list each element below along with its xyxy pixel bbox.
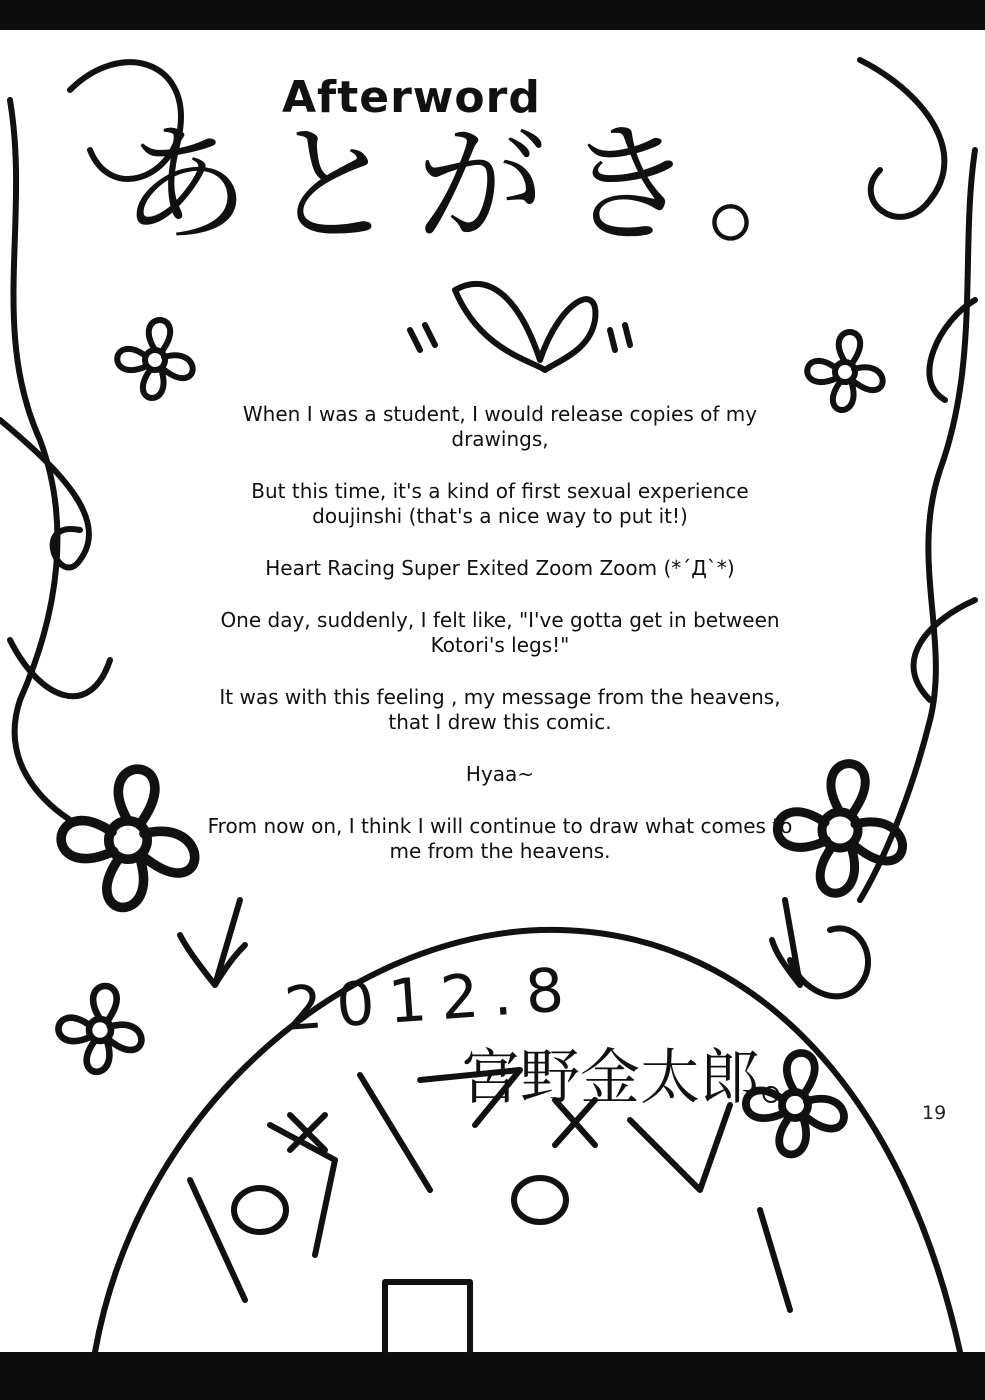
leaf-sprig — [772, 900, 800, 985]
flower-icon — [807, 332, 882, 410]
eye-circle-right — [514, 1178, 566, 1222]
eye-circle-left — [234, 1188, 286, 1232]
hair-strand — [760, 1210, 790, 1310]
paragraph: From now on, I think I will continue to draw what comes to me from the heavens. — [207, 814, 793, 863]
hair-strand — [270, 1125, 335, 1255]
hair-strand — [630, 1105, 730, 1190]
paragraph: But this time, it's a kind of first sexual experience doujinshi (that's a nice way to put it!) — [251, 479, 749, 528]
flower-icon — [61, 769, 195, 907]
flower-icon — [117, 320, 192, 398]
paragraph: Hyaa~ — [465, 762, 535, 786]
author-signature: 宮野金太郎。 — [460, 1043, 820, 1113]
title-japanese: あとがき。 — [120, 109, 855, 261]
vine-left — [10, 100, 70, 820]
vine-right-branch — [914, 600, 975, 700]
flower-icon — [58, 986, 141, 1072]
hair-strand — [360, 1075, 430, 1190]
page-number: 19 — [922, 1102, 947, 1124]
leaf-sprig — [180, 900, 245, 985]
paragraph: When I was a student, I would release copies of my drawings, — [242, 402, 758, 451]
paragraph: One day, suddenly, I felt like, "I've gotta get in between Kotori's legs!" — [220, 608, 780, 657]
afterword-text — [205, 402, 795, 891]
title-english: Afterword — [282, 72, 541, 123]
flower-icon — [777, 764, 902, 894]
paragraph: It was with this feeling , my message from the heavens, that I drew this comic. — [219, 685, 781, 734]
mouth — [385, 1282, 470, 1352]
butterfly-icon — [455, 284, 595, 370]
date: 2012.8 — [282, 954, 581, 1045]
vine-right — [860, 150, 975, 900]
paragraph: Heart Racing Super Exited Zoom Zoom (*´Д`*) — [265, 556, 735, 580]
motion-lines — [410, 325, 630, 350]
vine-left-branch — [0, 420, 89, 568]
